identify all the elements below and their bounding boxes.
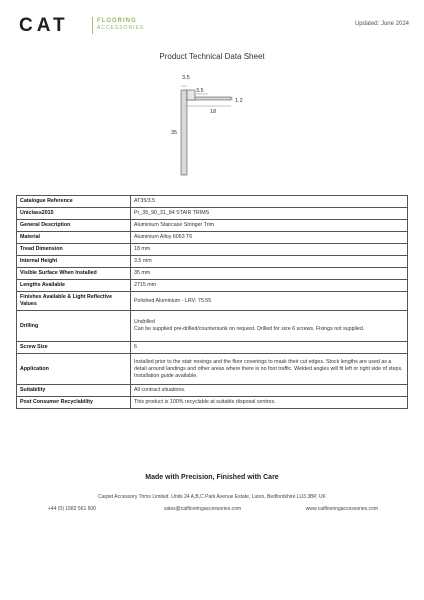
spec-row xyxy=(17,397,408,409)
footer-website[interactable]: www.catflooringaccessories.com xyxy=(305,506,378,512)
spec-value: 6 xyxy=(131,342,408,354)
spec-label: Drilling xyxy=(17,311,131,342)
spec-label: Catalogue Reference xyxy=(17,196,131,208)
spec-label: Material xyxy=(17,232,131,244)
profile-drawing xyxy=(170,70,260,180)
spec-value: This product is 100% recyclable at suitable disposal centres. xyxy=(131,397,408,409)
spec-label: Lengths Available xyxy=(17,280,131,292)
spec-row xyxy=(17,220,408,232)
spec-row xyxy=(17,385,408,397)
spec-value: All contract situations. xyxy=(131,385,408,397)
spec-row xyxy=(17,354,408,385)
footer-email[interactable]: sales@catflooringaccessories.com xyxy=(164,506,242,512)
spec-row xyxy=(17,244,408,256)
footer-tagline: Made with Precision, Finished with Care xyxy=(145,474,279,481)
spec-value: Undrilled Can be supplied pre-drilled/countersunk on request. Drilled for size 6 screws. Fixings not supplied. xyxy=(131,311,408,342)
dim-label-step: 3.5 xyxy=(196,88,204,94)
dim-label-flange: 1.2 xyxy=(235,98,243,104)
spec-row xyxy=(17,232,408,244)
header xyxy=(19,14,409,38)
dim-label-tread: 18 xyxy=(210,109,217,115)
spec-label: Post Consumer Recyclability xyxy=(17,397,131,409)
updated-date: Updated: June 2024 xyxy=(354,21,409,27)
logo-line-1: FLOORING xyxy=(97,18,137,24)
spec-value: AT35/3.5 xyxy=(131,196,408,208)
spec-value: Polished Aluminium - LRV: 75.55 xyxy=(131,292,408,311)
logo-subtitle xyxy=(97,18,144,32)
logo-wordmark: CAT xyxy=(19,15,69,36)
spec-label: Finishes Available & Light Reflective Values xyxy=(17,292,131,311)
spec-row xyxy=(17,311,408,342)
logo-line-2: ACCESSORIES xyxy=(97,25,145,31)
spec-row xyxy=(17,256,408,268)
spec-value: 2715 mm xyxy=(131,280,408,292)
profile-step xyxy=(187,90,195,100)
spec-row xyxy=(17,292,408,311)
spec-label: Screw Size xyxy=(17,342,131,354)
spec-label: Visible Surface When Installed xyxy=(17,268,131,280)
spec-value: 3.5 mm xyxy=(131,256,408,268)
spec-label: Internal Height xyxy=(17,256,131,268)
spec-value: Aluminium Staircase Stringer Trim xyxy=(131,220,408,232)
footer-phone: +44 (0) 1582 561 500 xyxy=(48,506,96,512)
logo-divider xyxy=(92,17,93,34)
profile-vertical-leg xyxy=(181,90,187,175)
spec-table xyxy=(16,195,408,409)
footer-address: Carpet Accessory Trims Limited. Units 24 A,B,C Park Avenue Estate, Luton, Bedfordshire LU3 3BP, UK xyxy=(98,494,326,500)
document-title: Product Technical Data Sheet xyxy=(159,52,265,61)
spec-value: Aluminium Alloy 6063 T6 xyxy=(131,232,408,244)
spec-label: Uniclass2015 xyxy=(17,208,131,220)
spec-label: General Description xyxy=(17,220,131,232)
dim-label-height: 35 xyxy=(171,130,178,136)
spec-value: 18 mm xyxy=(131,244,408,256)
spec-value: Pr_35_90_31_84 STAIR TRIMS xyxy=(131,208,408,220)
spec-value: 35 mm xyxy=(131,268,408,280)
spec-row xyxy=(17,342,408,354)
spec-value: Installed prior to the stair nosings and the floor coverings to mask their cut edges. Stock lengths are used as a detail around landings and other areas where there is no foot traffic. Welded angles will fit left or right side of steps. Installation guide available. xyxy=(131,354,408,385)
dim-label-top: 3.5 xyxy=(182,75,190,81)
spec-label: Tread Dimension xyxy=(17,244,131,256)
spec-row xyxy=(17,208,408,220)
spec-label: Suitability xyxy=(17,385,131,397)
spec-label: Application xyxy=(17,354,131,385)
spec-row xyxy=(17,268,408,280)
spec-row xyxy=(17,196,408,208)
spec-row xyxy=(17,280,408,292)
